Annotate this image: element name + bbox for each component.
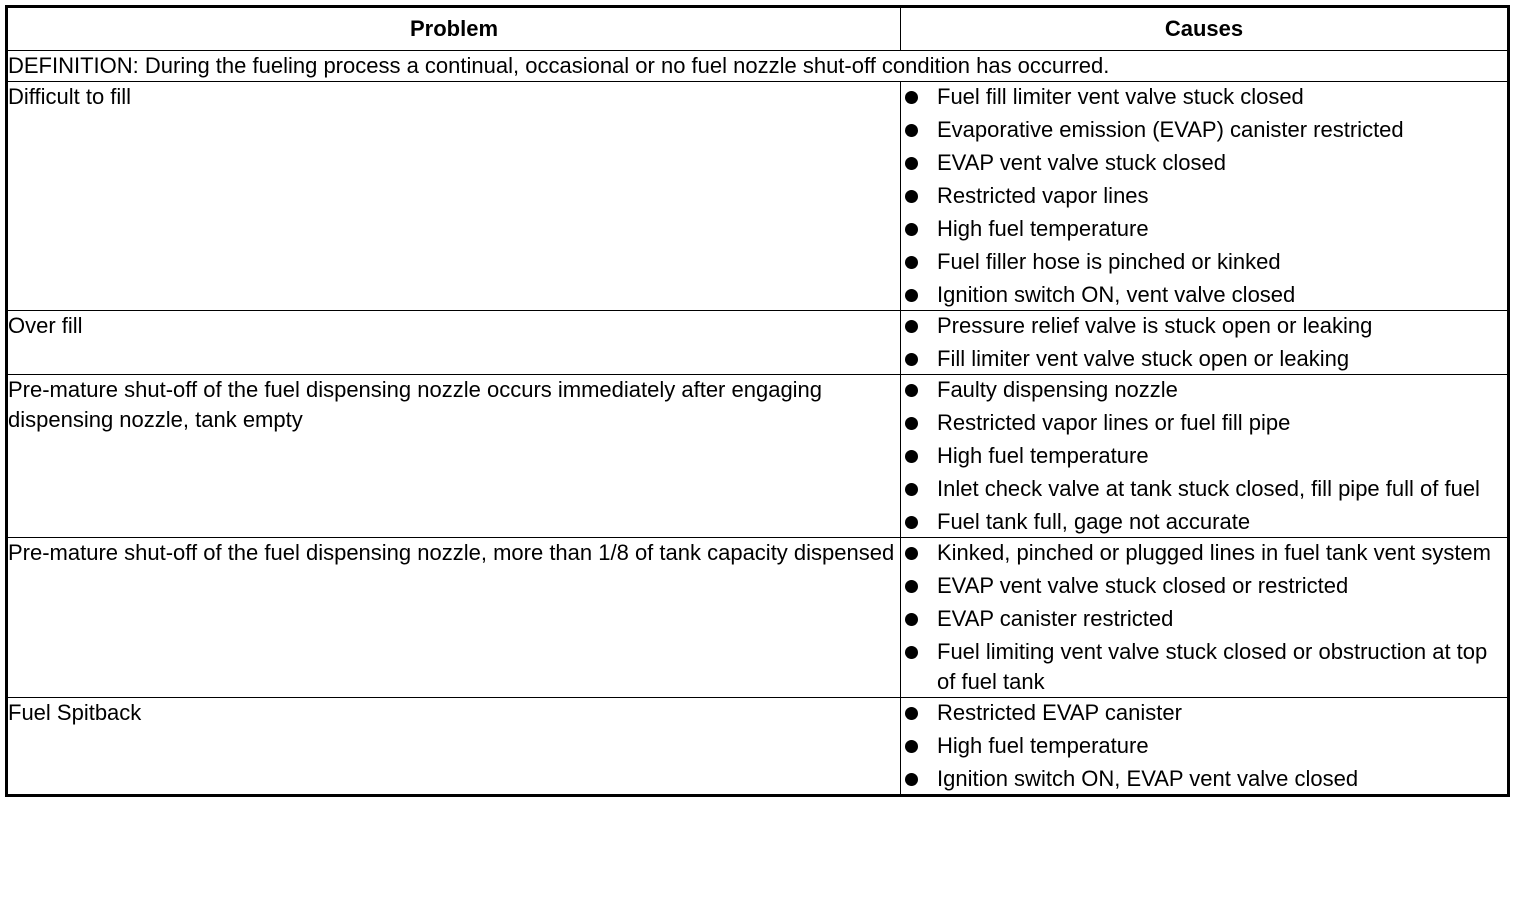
- bullet-icon: [905, 773, 918, 786]
- bullet-icon: [905, 450, 918, 463]
- causes-cell: [901, 538, 1509, 698]
- bullet-icon: [905, 289, 918, 302]
- cause-item: [901, 538, 1507, 568]
- cause-text: Restricted EVAP canister: [937, 700, 1182, 725]
- bullet-icon: [905, 580, 918, 593]
- cause-text: Fuel filler hose is pinched or kinked: [937, 249, 1281, 274]
- bullet-icon: [905, 483, 918, 496]
- cause-item: [901, 280, 1507, 310]
- cause-item: [901, 148, 1507, 178]
- bullet-icon: [905, 384, 918, 397]
- cause-item: [901, 311, 1507, 341]
- bullet-icon: [905, 223, 918, 236]
- bullet-icon: [905, 613, 918, 626]
- bullet-icon: [905, 320, 918, 333]
- bullet-icon: [905, 124, 918, 137]
- cause-text: Fuel fill limiter vent valve stuck closed: [937, 84, 1304, 109]
- header-row: [7, 7, 1509, 51]
- definition-row: [7, 51, 1509, 82]
- cause-text: High fuel temperature: [937, 443, 1149, 468]
- causes-column-header: Causes: [901, 7, 1509, 51]
- cause-text: Ignition switch ON, EVAP vent valve closed: [937, 766, 1359, 791]
- bullet-icon: [905, 707, 918, 720]
- cause-text: Evaporative emission (EVAP) canister restricted: [937, 117, 1404, 142]
- cause-text: High fuel temperature: [937, 216, 1149, 241]
- cause-text: Kinked, pinched or plugged lines in fuel tank vent system: [937, 540, 1491, 565]
- cause-text: Pressure relief valve is stuck open or leaking: [937, 313, 1373, 338]
- cause-text: Fuel tank full, gage not accurate: [937, 509, 1251, 534]
- cause-item: [901, 214, 1507, 244]
- table-row: [7, 311, 1509, 375]
- bullet-icon: [905, 190, 918, 203]
- cause-text: EVAP vent valve stuck closed or restricted: [937, 573, 1349, 598]
- causes-cell: [901, 698, 1509, 796]
- cause-text: Ignition switch ON, vent valve closed: [937, 282, 1296, 307]
- problem-column-header: Problem: [7, 7, 901, 51]
- causes-list: [901, 375, 1507, 537]
- table-row: [7, 698, 1509, 796]
- cause-item: [901, 344, 1507, 374]
- bullet-icon: [905, 157, 918, 170]
- problem-cell: Fuel Spitback: [7, 698, 901, 796]
- cause-text: Fill limiter vent valve stuck open or leaking: [937, 346, 1350, 371]
- definition-text: DEFINITION: During the fueling process a continual, occasional or no fuel nozzle shut-off condition has occurred.: [7, 51, 1509, 82]
- causes-cell: [901, 82, 1509, 311]
- bullet-icon: [905, 91, 918, 104]
- causes-cell: [901, 311, 1509, 375]
- cause-item: [901, 408, 1507, 438]
- cause-item: [901, 115, 1507, 145]
- causes-list: [901, 538, 1507, 697]
- cause-item: [901, 507, 1507, 537]
- causes-list: [901, 82, 1507, 310]
- bullet-icon: [905, 256, 918, 269]
- bullet-icon: [905, 353, 918, 366]
- table-row: [7, 538, 1509, 698]
- causes-list: [901, 698, 1507, 794]
- causes-cell: [901, 375, 1509, 538]
- cause-item: [901, 474, 1507, 504]
- cause-text: Faulty dispensing nozzle: [937, 377, 1178, 402]
- cause-text: Fuel limiting vent valve stuck closed or obstruction at top of fuel tank: [937, 639, 1488, 694]
- cause-text: EVAP vent valve stuck closed: [937, 150, 1226, 175]
- cause-item: [901, 181, 1507, 211]
- causes-list: [901, 311, 1507, 374]
- problem-cell: Pre-mature shut-off of the fuel dispensing nozzle, more than 1/8 of tank capacity dispensed: [7, 538, 901, 698]
- bullet-icon: [905, 417, 918, 430]
- cause-text: Inlet check valve at tank stuck closed, fill pipe full of fuel: [937, 476, 1480, 501]
- bullet-icon: [905, 516, 918, 529]
- problem-cell: Over fill: [7, 311, 901, 375]
- table-row: [7, 82, 1509, 311]
- cause-item: [901, 698, 1507, 728]
- bullet-icon: [905, 740, 918, 753]
- cause-item: [901, 375, 1507, 405]
- cause-text: Restricted vapor lines or fuel fill pipe: [937, 410, 1291, 435]
- bullet-icon: [905, 646, 918, 659]
- bullet-icon: [905, 547, 918, 560]
- cause-item: [901, 247, 1507, 277]
- cause-item: [901, 764, 1507, 794]
- diagnostic-table: [5, 5, 1510, 797]
- cause-text: Restricted vapor lines: [937, 183, 1149, 208]
- cause-item: [901, 571, 1507, 601]
- cause-text: High fuel temperature: [937, 733, 1149, 758]
- cause-item: [901, 441, 1507, 471]
- problem-cell: Difficult to fill: [7, 82, 901, 311]
- table-row: [7, 375, 1509, 538]
- cause-item: [901, 637, 1507, 697]
- problem-cell: Pre-mature shut-off of the fuel dispensing nozzle occurs immediately after engaging dispensing nozzle, tank empty: [7, 375, 901, 538]
- cause-text: EVAP canister restricted: [937, 606, 1174, 631]
- cause-item: [901, 604, 1507, 634]
- cause-item: [901, 82, 1507, 112]
- cause-item: [901, 731, 1507, 761]
